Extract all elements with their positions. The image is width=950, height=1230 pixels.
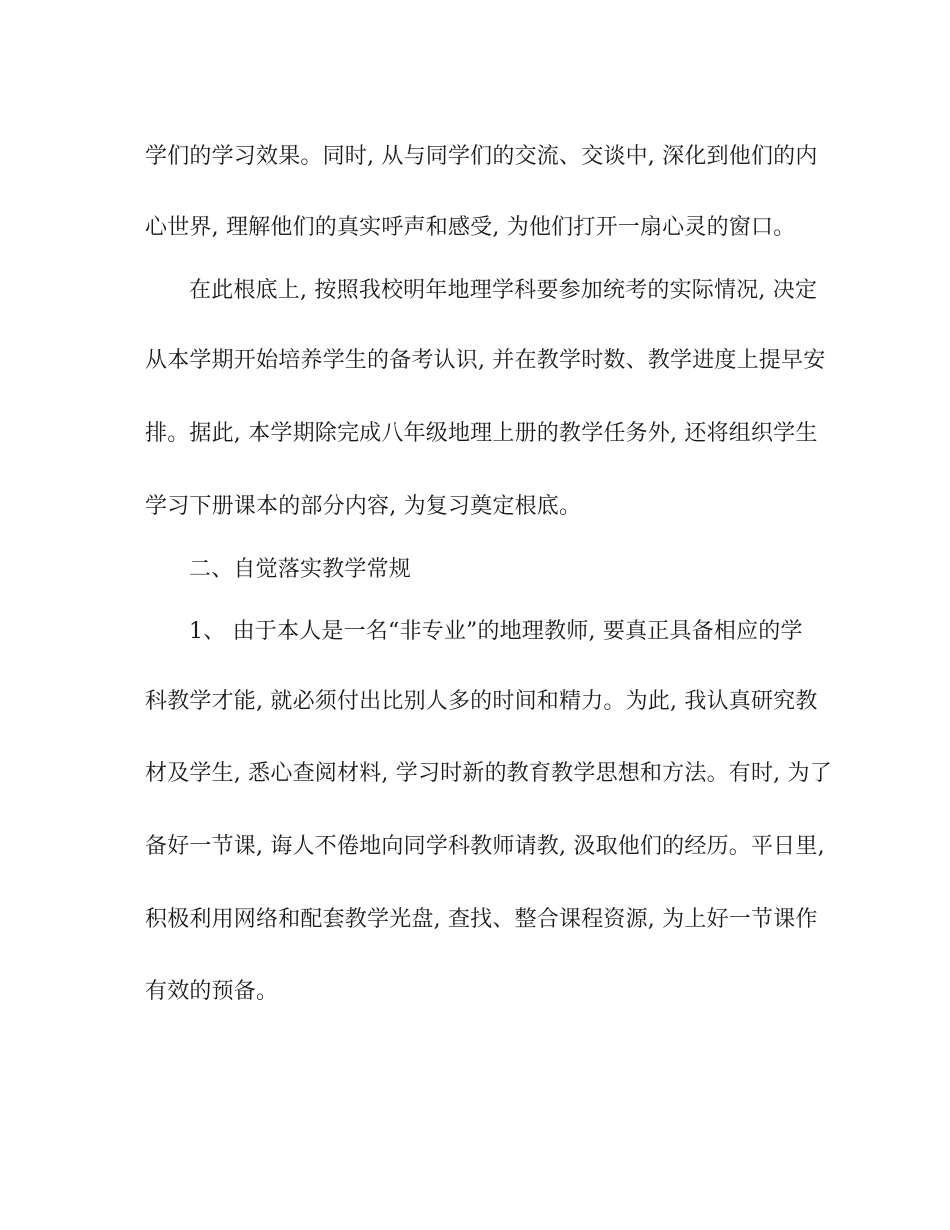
text-line: 心世界, 理解他们的真实呼声和感受, 为他们打开一扇心灵的窗口。 (145, 215, 796, 240)
section-heading: 二、自觉落实教学常规 (189, 557, 412, 582)
text-line: 在此根底上, 按照我校明年地理学科要参加统考的实际情况, 决定 (189, 278, 818, 303)
text-line: 1、 由于本人是一名“非专业”的地理教师, 要真正具备相应的学 (189, 619, 803, 644)
text-line: 积极利用网络和配套教学光盘, 查找、整合课程资源, 为上好一节课作 (145, 907, 818, 932)
text-line: 学们的学习效果。同时, 从与同学们的交流、交谈中, 深化到他们的内 (145, 144, 818, 169)
text-line: 排。据此, 本学期除完成八年级地理上册的教学任务外, 还将组织学生 (145, 421, 818, 446)
text-line: 有效的预备。 (145, 979, 279, 1004)
text-line: 从本学期开始培养学生的备考认识, 并在教学时数、教学进度上提早安 (145, 348, 826, 373)
text-line: 材及学生, 悉心查阅材料, 学习时新的教育教学思想和方法。有时, 为了 (145, 761, 832, 786)
text-line: 科教学才能, 就必须付出比别人多的时间和精力。为此, 我认真研究教 (145, 689, 818, 714)
text-line: 备好一节课, 诲人不倦地向同学科教师请教, 汲取他们的经历。平日里, (145, 834, 825, 859)
text-line: 学习下册课本的部分内容, 为复习奠定根底。 (145, 494, 582, 519)
